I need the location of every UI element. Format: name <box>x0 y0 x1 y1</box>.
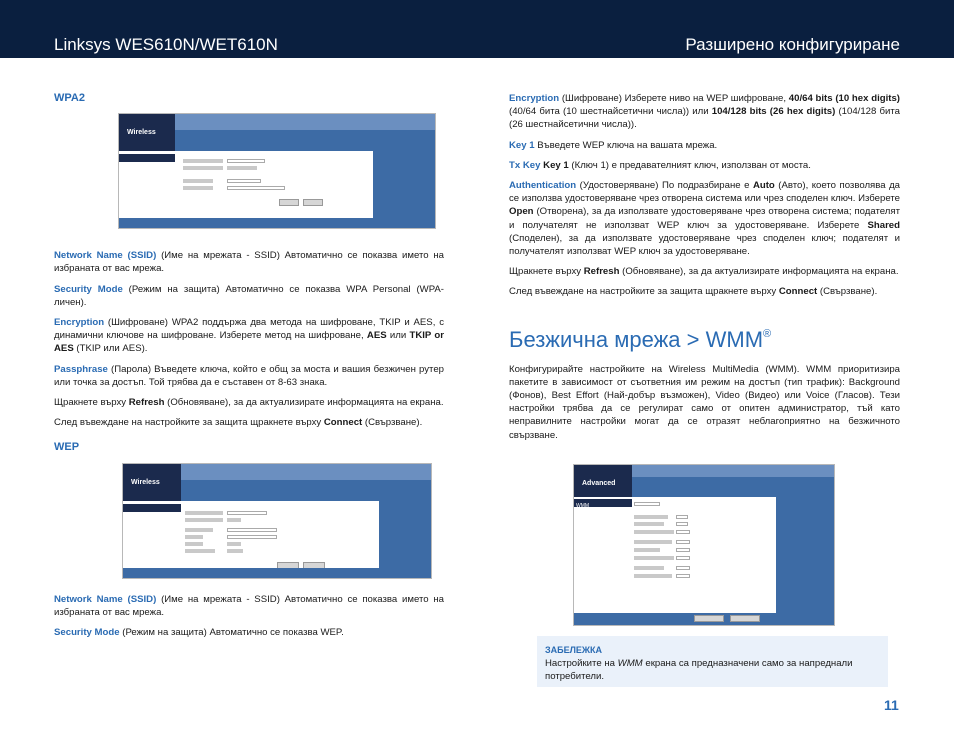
wpa2-heading: WPA2 <box>54 92 85 104</box>
wmm-screenshot <box>573 464 835 626</box>
note-title: ЗАБЕЛЕЖКА <box>545 645 603 655</box>
wep-shot-sidebar <box>123 501 181 578</box>
wpa2-shot-sidebar <box>119 151 175 228</box>
page-header <box>0 0 954 58</box>
header-product-title: Linksys WES610N/WET610N <box>54 35 278 54</box>
wpa2-shot-brand: Wireless <box>119 114 175 151</box>
left-column <box>54 92 444 646</box>
wmm-shot-navbar <box>632 465 834 497</box>
wep-key1-paragraph: Key 1 Въведете WEP ключа на вашата мрежа. <box>509 139 718 151</box>
note-text: Настройките на WMM екрана са предназначени само за напреднали потребители. <box>545 658 853 682</box>
wpa2-security-mode-paragraph: Security Mode (Режим на защита) Автоматично се показва WPA Personal (WPA-личен). <box>54 283 444 308</box>
wep-heading: WEP <box>54 441 80 454</box>
note-box <box>537 636 888 687</box>
wmm-shot-form <box>632 497 776 625</box>
wmm-shot-brand: Advanced <box>574 465 632 497</box>
wmm-shot-section-label: WMM <box>574 499 632 507</box>
wep-ssid-paragraph: Network Name (SSID) (Име на мрежата - SSID) Автоматично се показва името на избраната от вас мрежа. <box>54 593 444 618</box>
wpa2-screenshot <box>118 113 436 229</box>
header-section-title: Разширено конфигуриране <box>685 35 900 54</box>
wpa2-encryption-paragraph: Encryption (Шифроване) WPA2 поддържа два метода на шифроване, TKIP и AES, с динамични ключове на шифроване. Изберете метод на шифроване, AES или TKIP or AES (TKIP или AES). <box>54 317 444 355</box>
wpa2-ssid-paragraph: Network Name (SSID) (Име на мрежата - SSID) Автоматично се показва името на избраната от вас мрежа. <box>54 250 444 275</box>
wep-encryption-paragraph: Encryption (Шифроване) Изберете ниво на WEP шифроване, 40/64 bits (10 hex digits) (40/64 бита (10 шестнайсетични числа)) или 104/128 bits (26 hex digits) (104/128 бита (26 шестнайсетични числа)). <box>509 93 900 131</box>
wpa2-connect-paragraph: След въвеждане на настройките за защита щракнете върху Connect (Свързване). <box>54 417 423 429</box>
page-number: 11 <box>884 697 899 713</box>
wmm-description-paragraph: Конфигурирайте настройките на Wireless MultiMedia (WMM). WMM приоритизира пакетите в зависимост от съответния им режим на достъп (тип трафик): Background (Фонов), Best Effort (Най-добър възможен), Video (Видео) или Voice (Гласов). Тези настройки трябва да се регулират само от опитен администратор, тъй като неправилните настройки могат да се отразят неблагоприятно на безжичното свързване. <box>509 363 900 441</box>
wep-security-mode-paragraph: Security Mode (Режим на защита) Автоматично се показва WEP. <box>54 627 344 639</box>
wep-txkey-paragraph: Tx Key Key 1 (Ключ 1) е предавателният ключ, използван от моста. <box>509 159 811 171</box>
wep-screenshot <box>122 463 432 579</box>
wep-refresh-paragraph: Щракнете върху Refresh (Обновяване), за да актуализирате информацията на екрана. <box>509 266 899 278</box>
wpa2-shot-navbar <box>175 114 435 151</box>
right-column <box>509 92 900 626</box>
wmm-shot-sidebar <box>574 497 632 625</box>
wep-shot-form <box>181 501 379 578</box>
wep-shot-brand: Wireless <box>123 464 181 501</box>
wmm-section-title: Безжична мрежа > WMM® <box>509 326 772 352</box>
wep-shot-navbar <box>181 464 431 501</box>
wpa2-passphrase-paragraph: Passphrase (Парола) Въведете ключа, който е общ за моста и вашия безжичен рутер или точка за достъп. Той трябва да е съставен от 8-63 знака. <box>54 363 444 388</box>
wpa2-refresh-paragraph: Щракнете върху Refresh (Обновяване), за да актуализирате информацията на екрана. <box>54 397 444 409</box>
wep-connect-paragraph: След въвеждане на настройките за защита щракнете върху Connect (Свързване). <box>509 286 878 298</box>
wpa2-shot-form <box>175 151 373 228</box>
wep-authentication-paragraph: Authentication (Удостоверяване) По подразбиране е Auto (Авто), което позволява да се използва удостоверяване чрез отворена система или чрез споделен ключ. Изберете Open (Отворена), за да използвате удостоверяване чрез отворена система; подателят и получателят не използват WEP ключ за удостоверяване. Изберете Shared (Споделен), за да използвате удостоверяване чрез споделен ключ; подателят и получателят използват WEP ключ за удостоверяване. <box>509 180 900 258</box>
